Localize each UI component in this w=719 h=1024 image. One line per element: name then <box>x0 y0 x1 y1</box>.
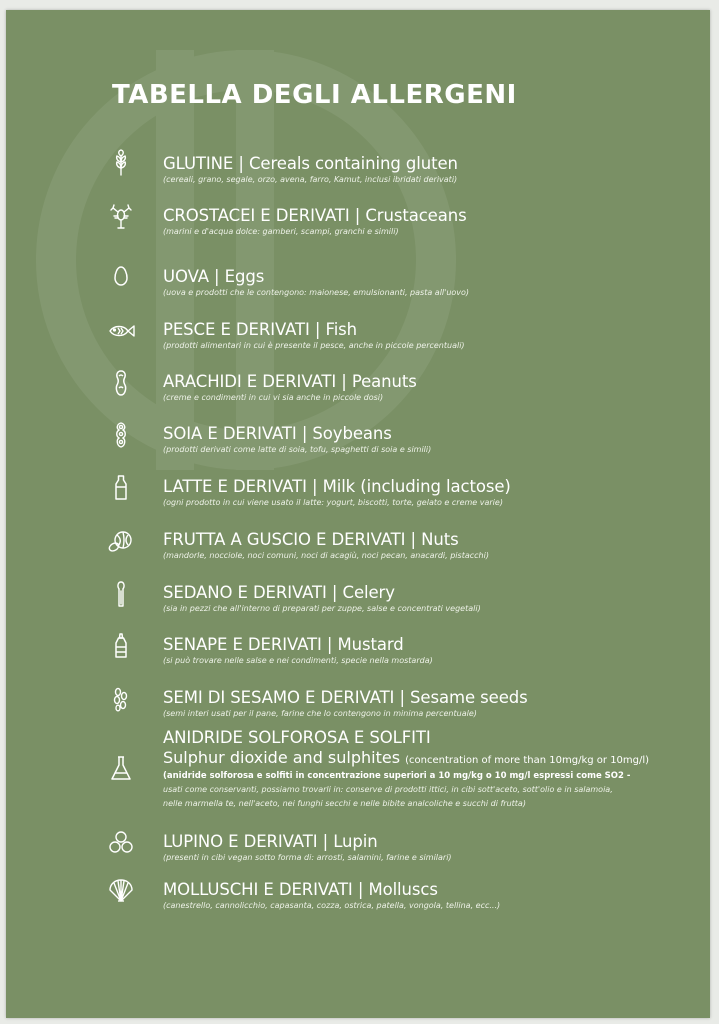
allergen-name: PESCE E DERIVATI | Fish <box>163 320 358 339</box>
allergen-name: CROSTACEI E DERIVATI | Crustaceans <box>163 206 467 225</box>
allergen-text <box>163 530 703 561</box>
allergen-description: (creme e condimenti in cui vi sia anche in piccole dosi) <box>163 393 384 402</box>
allergen-subtitle-text: Sulphur dioxide and sulphites <box>163 748 401 767</box>
allergen-description: (prodotti derivati come latte di soia, tofu, spaghetti di soia e simili) <box>163 445 432 454</box>
peanut-icon <box>106 368 136 398</box>
allergen-description-line-1: usati come conservanti, possiamo trovarli in: conserve di prodotti ittici, in cibi sott'aceto, sott'olio e in salamoia, <box>163 785 613 794</box>
allergen-name: ARACHIDI E DERIVATI | Peanuts <box>163 372 417 391</box>
allergen-text <box>163 832 703 863</box>
allergen-description: (semi interi usati per il pane, farine che lo contengono in minima percentuale) <box>163 709 477 718</box>
allergen-description: (mandorle, nocciole, noci comuni, noci di acagiù, noci pecan, anacardi, pistacchi) <box>163 551 489 560</box>
milk-bottle-icon <box>106 473 136 503</box>
allergen-description: (ogni prodotto in cui viene usato il latte: yogurt, biscotti, torte, gelato e creme varie) <box>163 498 503 507</box>
allergen-name: SEMI DI SESAMO E DERIVATI | Sesame seeds <box>163 688 528 707</box>
allergen-description: (canestrello, cannolicchio, capasanta, cozza, ostrica, patella, vongola, tellina, ecc...) <box>163 901 501 910</box>
allergen-description-line-2: nelle marmella te, nell'aceto, nei funghi secchi e nelle bibite analcoliche e succhi di frutta) <box>163 799 526 808</box>
allergen-name: MOLLUSCHI E DERIVATI | Molluscs <box>163 880 438 899</box>
allergen-subtitle-note: (concentration of more than 10mg/kg or 10mg/l) <box>405 755 650 766</box>
allergen-description: (sia in pezzi che all'interno di preparati per zuppe, salse e concentrati vegetali) <box>163 604 481 613</box>
allergen-name: GLUTINE | Cereals containing gluten <box>163 154 458 173</box>
allergen-description: (si può trovare nelle salse e nei condimenti, specie nella mostarda) <box>163 656 433 665</box>
allergen-text <box>163 206 703 237</box>
page-title: TABELLA DEGLI ALLERGENI <box>112 80 517 110</box>
allergen-text <box>163 372 703 403</box>
soybean-icon <box>106 420 136 450</box>
allergen-description: (cereali, grano, segale, orzo, avena, farro, Kamut, inclusi ibridati derivati) <box>163 175 458 184</box>
allergen-name: SEDANO E DERIVATI | Celery <box>163 583 395 602</box>
celery-icon <box>106 579 136 609</box>
allergen-name: UOVA | Eggs <box>163 267 265 286</box>
allergen-name: LATTE E DERIVATI | Milk (including lactose) <box>163 477 511 496</box>
allergen-text <box>163 320 703 351</box>
nut-icon <box>106 526 136 556</box>
fish-icon <box>106 316 136 346</box>
allergen-name: ANIDRIDE SOLFOROSA E SOLFITI <box>163 728 431 747</box>
allergen-bold-note: (anidride solforosa e solfiti in concentrazione superiori a 10 mg/kg o 10 mg/l espressi come SO2 - <box>163 771 631 781</box>
allergen-text <box>163 424 703 455</box>
wheat-icon <box>106 148 136 178</box>
lobster-icon <box>106 202 136 232</box>
allergen-text <box>163 583 703 614</box>
egg-icon <box>106 261 136 291</box>
lupin-icon <box>106 828 136 858</box>
allergen-text <box>163 267 703 298</box>
allergen-description: (prodotti alimentari in cui è presente il pesce, anche in piccole percentuali) <box>163 341 465 350</box>
allergen-name: LUPINO E DERIVATI | Lupin <box>163 832 378 851</box>
flask-icon <box>106 754 136 784</box>
allergen-description: (marini e d'acqua dolce: gamberi, scampi, granchi e simili) <box>163 227 399 236</box>
mustard-bottle-icon <box>106 631 136 661</box>
logo-watermark-icon <box>36 50 456 470</box>
allergen-text <box>163 880 703 911</box>
allergen-description: (uova e prodotti che le contengono: maionese, emulsionanti, pasta all'uovo) <box>163 288 470 297</box>
sesame-icon <box>106 684 136 714</box>
allergen-text <box>163 477 703 508</box>
shell-icon <box>106 876 136 906</box>
allergen-name: SOIA E DERIVATI | Soybeans <box>163 424 392 443</box>
allergen-description: (presenti in cibi vegan sotto forma di: arrosti, salamini, farine e similari) <box>163 853 452 862</box>
allergen-text <box>163 635 703 666</box>
allergen-subtitle <box>163 748 703 770</box>
allergen-text <box>163 688 703 719</box>
allergen-name: SENAPE E DERIVATI | Mustard <box>163 635 404 654</box>
allergen-text <box>163 728 703 811</box>
allergen-sheet <box>6 10 710 1018</box>
allergen-text <box>163 154 703 185</box>
allergen-name: FRUTTA A GUSCIO E DERIVATI | Nuts <box>163 530 459 549</box>
